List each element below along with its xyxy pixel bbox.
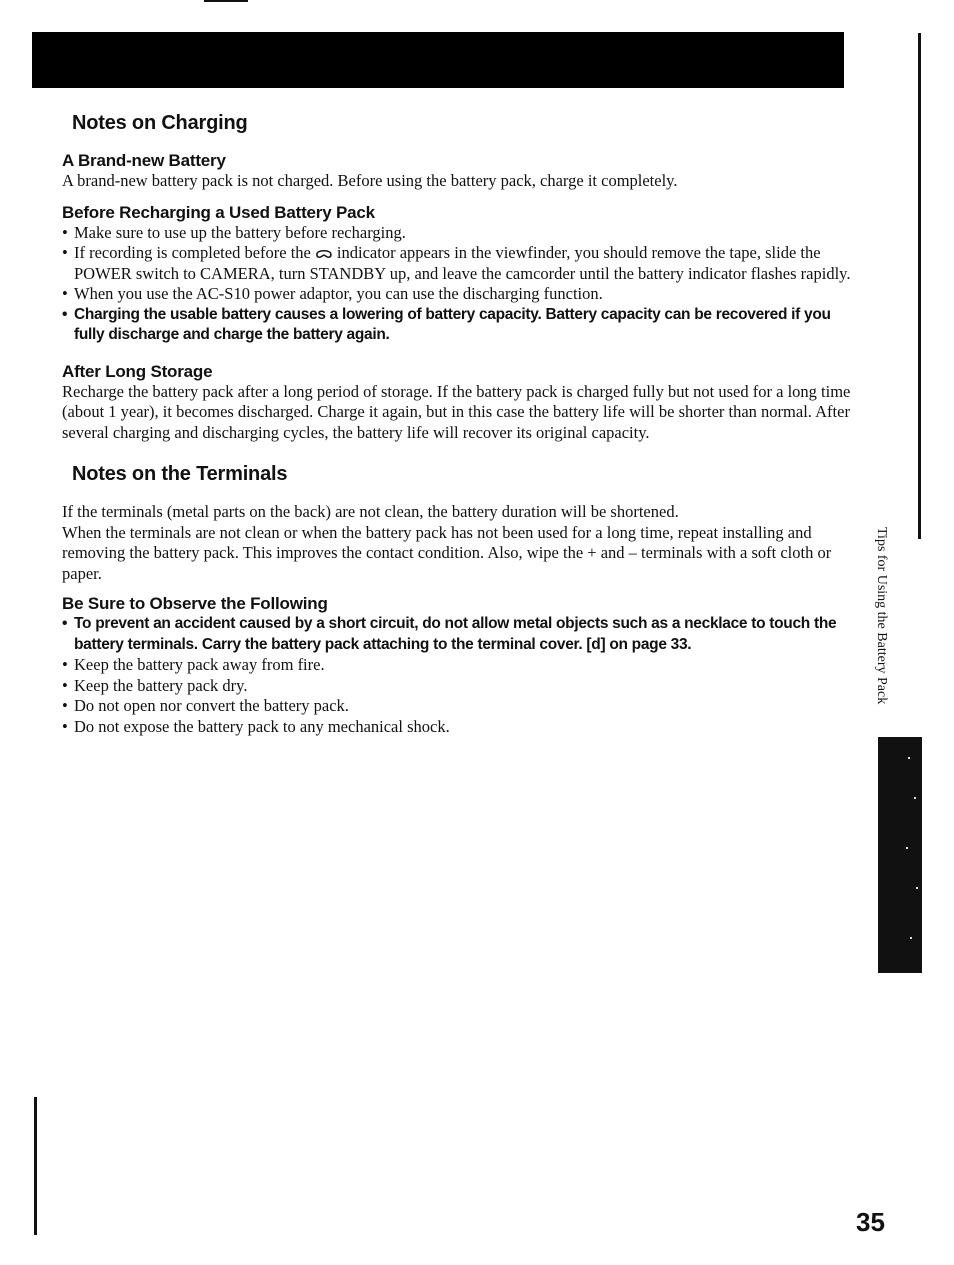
page-number: 35 [856,1207,885,1237]
list-item: • Make sure to use up the battery before recharging. [62,223,852,244]
list-observe [62,614,852,737]
list-item: • When you use the AC-S10 power adaptor, you can use the discharging function. [62,284,852,305]
right-margin-rule [918,33,921,539]
top-rule-mark [204,0,248,2]
heading-observe: Be Sure to Observe the Following [62,594,328,613]
side-section-label: Tips for Using the Battery Pack [874,527,889,705]
heading-after-long-storage: After Long Storage [62,361,213,381]
left-margin-rule [34,1097,37,1235]
side-thumb-tab [878,737,922,973]
heading-before-recharging: Before Recharging a Used Battery Pack [62,202,375,222]
header-bar [32,32,844,88]
list-item: • Do not open nor convert the battery pack. [62,696,852,717]
list-item: • If recording is completed before the ᯅ indicator appears in the viewfinder, you should remove the tape, slide the POWER switch to CAMERA, turn STANDBY up, and leave the camcorder until the battery indicator flashes rapidly. [62,243,852,284]
list-before-recharging [62,223,852,346]
heading-brand-new-battery: A Brand-new Battery [62,151,226,170]
paragraph-terminals-2: When the terminals are not clean or when the battery pack has not been used for a long time, repeat installing and removing the battery pack. This improves the contact condition. Also, wipe the + and – terminals with a soft cloth or paper. [62,522,832,583]
list-item: • Keep the battery pack away from fire. [62,655,852,676]
page-content [62,112,852,737]
paragraph-brand-new: A brand-new battery pack is not charged. Before using the battery pack, charge it completely. [62,171,678,190]
list-item: • Do not expose the battery pack to any mechanical shock. [62,717,852,738]
section-title-terminals: Notes on the Terminals [72,463,288,485]
list-item-warning: • Charging the usable battery causes a lowering of battery capacity. Battery capacity can be recovered if you fully discharge and charge the battery again. [62,305,852,346]
list-item-warning: • To prevent an accident caused by a short circuit, do not allow metal objects such as a necklace to touch the battery terminals. Carry the battery pack attaching to the terminal cover. [d] on page 33. [62,614,852,655]
section-title-charging: Notes on Charging [72,112,248,134]
paragraph-terminals-1: If the terminals (metal parts on the back) are not clean, the battery duration will be shortened. [62,502,679,521]
paragraph-after-storage: Recharge the battery pack after a long period of storage. If the battery pack is charged fully but not used for a long time (about 1 year), it becomes discharged. Charge it again, but in this case the battery life will be shorter than normal. After several charging and discharging cycles, the battery life will recover its original capacity. [62,381,851,442]
list-item: • Keep the battery pack dry. [62,676,852,697]
